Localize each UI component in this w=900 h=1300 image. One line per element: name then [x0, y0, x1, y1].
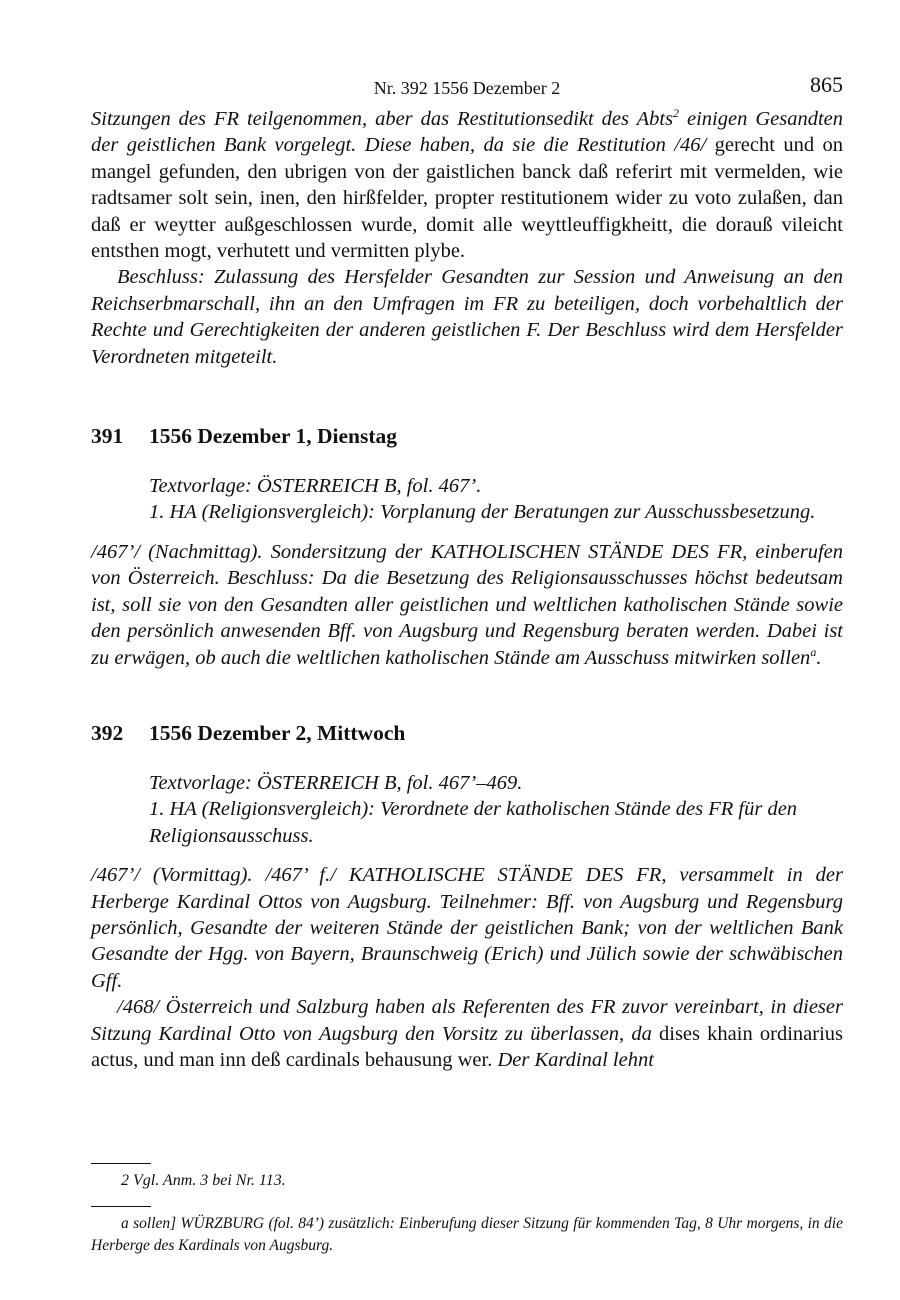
source-line: Textvorlage: ÖSTERREICH B, fol. 467’–469. — [149, 771, 523, 794]
footnote-a: a sollen] WÜRZBURG (fol. 84’) zusätzlich: Einberufung dieser Sitzung für kommenden Tag, 8 Uhr morgens, in die Herberge des Kardinals von Augsburg. — [91, 1215, 843, 1254]
running-title: Nr. 392 1556 Dezember 2 — [373, 78, 561, 98]
footnote-rule — [91, 1163, 151, 1164]
document-heading-391: 391 1556 Dezember 1, Dienstag — [91, 424, 397, 449]
source-block-392 — [149, 770, 843, 849]
footnote-2: 2 Vgl. Anm. 3 bei Nr. 113. — [121, 1172, 286, 1189]
footnotes — [91, 1163, 843, 1257]
running-head — [91, 72, 843, 106]
intro-resolution: Beschluss: Zulassung des Hersfelder Gesandten zur Session und Anweisung an den Reichserbmarschall, ihn an den Umfragen im FR zu beteiligen, doch vorbehaltlich der Rechte und Gerechtigkeiten der anderen geistlichen F. Der Beschluss wird dem Hersfelder Verordneten mitgeteilt. — [91, 266, 843, 368]
topic-line: 1. HA (Religionsvergleich): Verordnete der katholischen Stände des FR für den Religionsausschuss. — [149, 798, 798, 847]
source-line: Textvorlage: ÖSTERREICH B, fol. 467’. — [149, 475, 482, 498]
footnote-rule — [91, 1206, 151, 1207]
intro-paragraph: Sitzungen des FR teilgenommen, aber das Restitutionsedikt des Abts$^2$ einigen Gesandten der geistlichen Bank vorgelegt. Diese haben, da sie die Restitution /46/ gerecht und on mangel gefunden, den ubrigen von der gaistlichen banck daß referirt mit vermelden, wie radtsamer solt sein, inen, den hirßfelder, propter restitutionem wider zu voto zulaßen, dan daß er weytter außgeschlossen wurde, domit alle weyttleuffigkheitt, die dorauß vileicht entsthen mogt, verhutett und vermitten plybe. — [91, 106, 843, 263]
topic-line: 1. HA (Religionsvergleich): Vorplanung der Beratungen zur Ausschussbesetzung. — [149, 501, 816, 524]
document-heading-392: 392 1556 Dezember 2, Mittwoch — [91, 720, 406, 745]
document-body-391: /467’/ (Nachmittag). Sondersitzung der KATHOLISCHEN STÄNDE DES FR, einberufen von Österreich. Beschluss: Da die Besetzung des Religionsausschusses höchst bedeutsam ist, soll sie von den Gesandten aller geistlichen und weltlichen katholischen Stände sowie den persönlich anwesenden Bff. von Augsburg und Regensburg beraten werden. Dabei ist zu erwägen, ob auch die weltlichen katholischen Stände am Ausschuss mitwirken sollen$^a$. — [91, 540, 843, 669]
source-block-391 — [149, 473, 843, 526]
document-body-392: /467’/ (Vormittag). /467’ f./ KATHOLISCHE STÄNDE DES FR, versammelt in der Herberge Kardinal Ottos von Augsburg. Teilnehmer: Bff. von Augsburg und Regensburg persönlich, Gesandte der weiteren Stände der geistlichen Bank; von der weltlichen Bank Gesandte der Hgg. von Bayern, Braunschweig (Erich) und Jülich sowie der schwäbischen Gff. — [91, 864, 843, 992]
page-number: 865 — [810, 72, 843, 97]
footnote-ref-2[interactable]: 2 — [673, 106, 680, 121]
page-body — [91, 72, 843, 1073]
footnote-ref-a[interactable]: a — [810, 644, 817, 659]
document-body-392-continued: /468/ Österreich und Salzburg haben als Referenten des FR zuvor vereinbart, in dieser Sitzung Kardinal Otto von Augsburg den Vorsitz zu überlassen, da dises khain ordinarius actus, und man inn deß cardinals behausung wer. Der Kardinal lehnt — [91, 996, 843, 1071]
